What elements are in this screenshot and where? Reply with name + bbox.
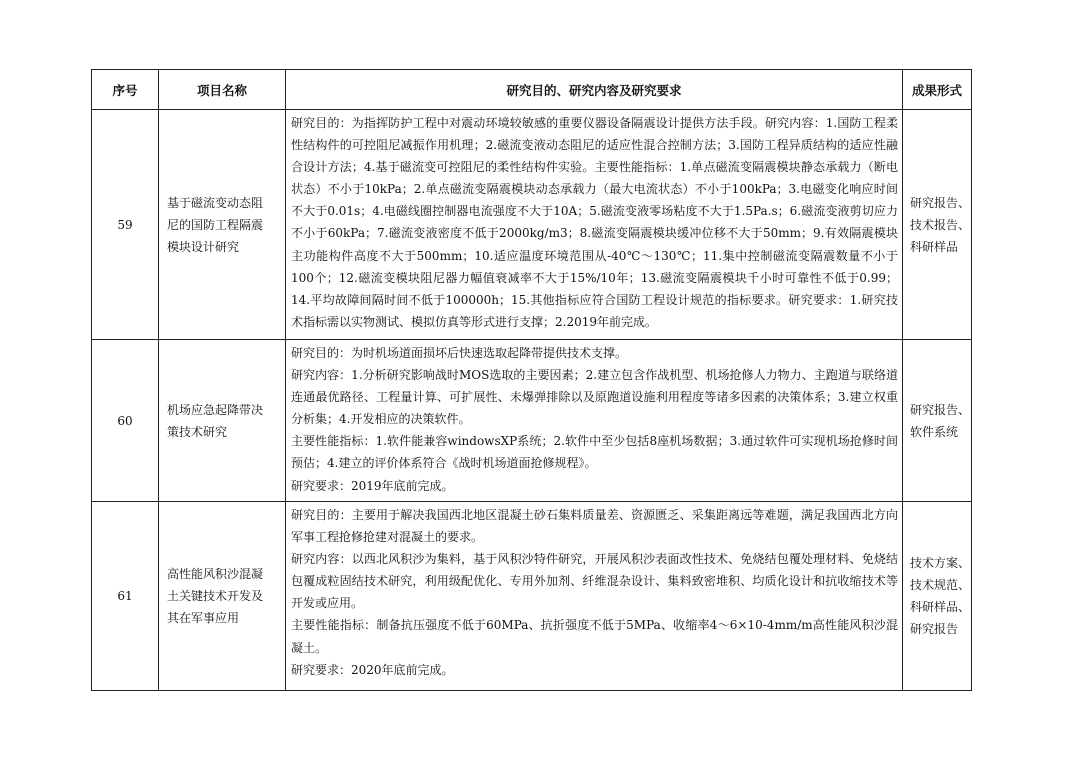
row-name (159, 502, 286, 691)
row-seq: 59 (92, 110, 159, 340)
content-paragraph: 研究要求：2020年底前完成。 (291, 662, 454, 677)
content-paragraph: 主要性能指标：制备抗压强度不低于60MPa、抗折强度不低于5MPa、收缩率4～6×10-4mm/m高性能风积沙混凝土。 (291, 618, 898, 655)
output-line: 技术报告、 (910, 217, 971, 232)
header-name: 项目名称 (159, 70, 286, 110)
project-table (91, 69, 972, 691)
content-paragraph: 研究内容：1.分析研究影响战时MOS选取的主要因素；2.建立包含作战机型、机场抢修人力物力、主跑道与联络道连通最优路径、工程量计算、可扩展性、未爆弹排除以及原跑道设施利用程度等诸多因素的决策体系；3.建立权重分析集；4.开发相应的决策软件。 (291, 368, 898, 427)
content-paragraph: 研究内容：以西北风积沙为集料，基于风积沙特件研究，开展风积沙表面改性技术、免烧结包覆处理材料、免烧结包覆成粒固结技术研究，利用级配优化、专用外加剂、纤维混杂设计、集料致密堆积、均质化设计和抗收缩技术等开发或应用。 (291, 552, 898, 611)
name-line: 策技术研究 (167, 424, 228, 439)
name-line: 模块设计研究 (167, 239, 240, 254)
row-content (286, 340, 903, 502)
row-content (286, 502, 903, 691)
table-row (92, 502, 972, 691)
output-line: 技术方案、 (910, 556, 971, 570)
name-line: 尼的国防工程隔震 (167, 217, 264, 232)
content-paragraph: 研究要求：2019年底前完成。 (291, 478, 454, 493)
header-row (92, 70, 972, 110)
name-line: 基于磁流变动态阻 (167, 195, 264, 210)
table-row (92, 340, 972, 502)
content-paragraph: 主要性能指标：1.软件能兼容windowsXP系统；2.软件中至少包括8座机场数据；3.通过软件可实现机场抢修时间预估；4.建立的评价体系符合《战时机场道面抢修规程》。 (291, 434, 898, 471)
name-line: 高性能风积沙混凝 (167, 567, 264, 581)
row-output (903, 502, 972, 691)
name-line: 土关键技术开发及 (167, 589, 264, 603)
output-line: 技术规范、 (910, 578, 971, 592)
output-line: 软件系统 (910, 424, 959, 439)
content-paragraph: 研究目的：主要用于解决我国西北地区混凝土砂石集料质量差、资源匮乏、采集距离远等难题，满足我国西北方向军事工程抢修抢建对混凝土的要求。 (291, 508, 898, 545)
header-seq: 序号 (92, 70, 159, 110)
row-seq: 61 (92, 502, 159, 691)
header-content: 研究目的、研究内容及研究要求 (286, 70, 903, 110)
row-seq: 60 (92, 340, 159, 502)
row-name (159, 340, 286, 502)
content-paragraph: 研究目的：为时机场道面损坏后快速选取起降带提供技术支撑。 (291, 346, 628, 360)
output-line: 研究报告、 (910, 195, 971, 210)
output-line: 研究报告 (910, 622, 959, 636)
output-line: 研究报告、 (910, 402, 971, 417)
row-output (903, 340, 972, 502)
header-output: 成果形式 (903, 70, 972, 110)
row-name (159, 110, 286, 340)
name-line: 其在军事应用 (167, 611, 240, 625)
table-row (92, 110, 972, 340)
output-line: 科研样品 (910, 239, 959, 254)
output-line: 科研样品、 (910, 600, 971, 614)
name-line: 机场应急起降带决 (167, 402, 264, 417)
row-output (903, 110, 972, 340)
row-content (286, 110, 903, 340)
content-paragraph: 研究目的：为指挥防护工程中对震动环境较敏感的重要仪器设备隔震设计提供方法手段。研究内容：1.国防工程柔性结构件的可控阻尼减振作用机理；2.磁流变液动态阻尼的适应性混合控制方法；3.国防工程异质结构的适应性融合设计方法；4.基于磁流变可控阻尼的柔性结构件实验。主要性能指标：1.单点磁流变隔震模块静态承载力（断电状态）不小于10kPa；2.单点磁流变隔震模块动态承载力（最大电流状态）不小于100kPa；3.电磁变化响应时间不大于0.01s；4.电磁线圈控制器电流强度不大于10A；5.磁流变液零场粘度不大于1.5Pa.s；6.磁流变液剪切应力不小于60kPa；7.磁流变液密度不低于2000kg/m3；8.磁流变隔震模块缓冲位移不大于50mm；9.有效隔震模块主功能构件高度不大于500mm；10.适应温度环境范围从-40℃～130℃；11.集中控制磁流变隔震数量不小于100个；12.磁流变模块阻尼器力幅值衰减率不大于15%/10年；13.磁流变隔震模块千小时可靠性不低于0.99；14.平均故障间隔时间不低于100000h；15.其他指标应符合国防工程设计规范的指标要求。研究要求：1.研究技术指标需以实物测试、模拟仿真等形式进行支撑；2.2019年前完成。 (291, 116, 898, 329)
